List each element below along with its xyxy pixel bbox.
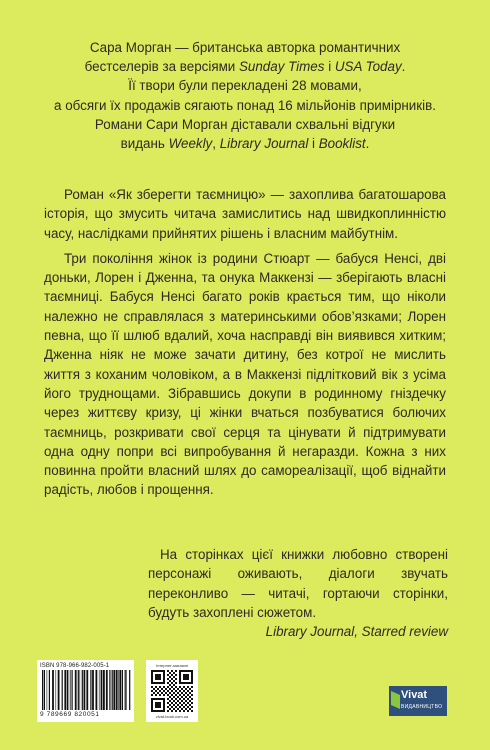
author-bio-line: Її твори були перекладені 28 мовами, [128, 78, 362, 94]
author-bio-line: а обсяги їх продажів сягають понад 16 мільйонів примірників. [54, 97, 436, 113]
isbn-label: ISBN 978-966-982-005-1 [40, 663, 110, 669]
quote-source: Library Journal, Starred review [265, 624, 448, 640]
author-bio-line: видань Weekly, Library Journal і Booklist. [120, 136, 370, 152]
qr-top-label: Інтернет-магазин [156, 663, 188, 668]
publisher-subtitle: ВИДАВНИЦТВО [401, 704, 443, 710]
author-bio-line: Сара Морган — британська авторка романтичних [89, 40, 401, 55]
description-paragraph: Роман «Як зберегти таємницю» — захоплива багатошарова історія, що змусить читача замислитись над швидкоплинністю часу, наслідками прийнятих рішень і власним майбутнім. [44, 187, 446, 241]
barcode-icon [40, 670, 132, 710]
barcode-digits: 9 789669 820051 [40, 711, 100, 718]
author-bio [40, 38, 450, 153]
description-paragraph: Три покоління жінок із родини Стюарт — бабуся Ненсі, дві доньки, Лорен і Дженна, та онука Маккензі — зберігають власні таємниці. Бабуся Ненсі багато років крається тим, що ніколи належно не справлялася з материнськими обов’язками; Лорен певна, що її шлюб вдалий, хоча насправді він виявився хитким; Дженна ніяк не може зачати дитину, без котрої не мислить життя з коханим чоловіком, а в Маккензі підлітковий вік з усіма його труднощами. Зібравшись докупи в родинному гніздечку через життєву кризу, ці жінки вчаться позбуватися болючих таємниць, розкривати свої серця та цінувати й підтримувати одна одну попри всі випробування й негаразди. Кожна з них повинна пройти власний шлях до самореалізації, щоб віднайти радість, любов і прощення. [44, 250, 446, 498]
qr-code-icon [151, 670, 193, 712]
quote-text: На сторінках цієї книжки любовно створені персонажі оживають, діалоги звучать переконливо — читачі, гортаючи сторінки, будуть захоплені сюжетом. [148, 547, 448, 620]
author-bio-line: Романи Сари Морган діставали схвальні відгуки [94, 116, 396, 132]
publisher-name: Vivat [401, 689, 428, 701]
vivat-leaf-icon [391, 689, 400, 711]
author-bio-line: бестселерів за версіями Sunday Times і USA Today. [84, 59, 406, 75]
book-description [44, 185, 446, 506]
qr-bottom-label: vivat-book.com.ua [155, 714, 189, 719]
review-quote [148, 545, 448, 641]
